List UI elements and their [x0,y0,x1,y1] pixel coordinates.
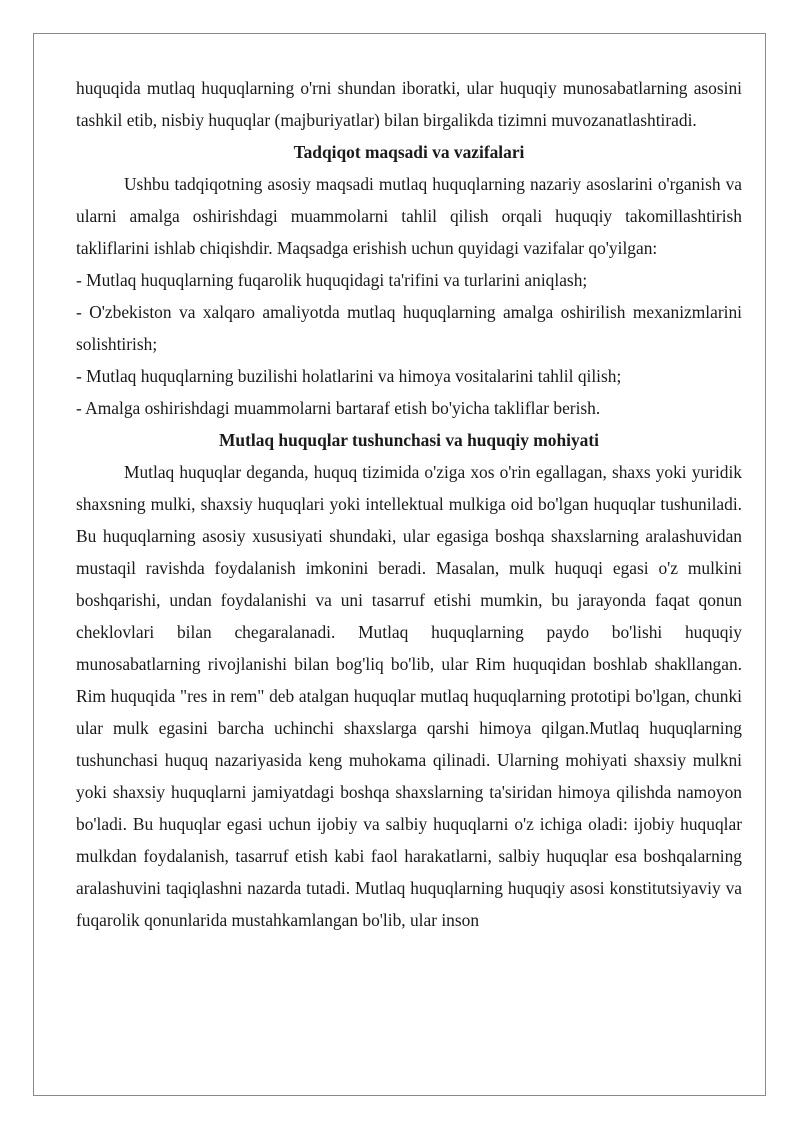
task-list [76,264,742,424]
section-heading-concept: Mutlaq huquqlar tushunchasi va huquqiy mohiyati [218,430,599,450]
goals-paragraph: Ushbu tadqiqotning asosiy maqsadi mutlaq huquqlarning nazariy asoslarini o'rganish va ularni amalga oshirishdagi muammolarni tahlil qilish orqali huquqiy takomillashtirish takliflarini ishlab chiqishdir. Maqsadga erishish uchun quyidagi vazifalar qo'yilgan: [76,174,742,258]
intro-paragraph: huquqida mutlaq huquqlarning o'rni shundan iboratki, ular huquqiy munosabatlarning asosini tashkil etib, nisbiy huquqlar (majburiyatlar) bilan birgalikda tizimni muvozanatlashtiradi. [76,78,742,130]
task-item: - O'zbekiston va xalqaro amaliyotda mutlaq huquqlarning amalga oshirilish mexanizmlarini solishtirish; [76,302,742,354]
task-item: - Amalga oshirishdagi muammolarni bartaraf etish bo'yicha takliflar berish. [76,398,601,418]
section-heading-goals: Tadqiqot maqsadi va vazifalari [293,142,525,162]
concept-paragraph: Mutlaq huquqlar deganda, huquq tizimida o'ziga xos o'rin egallagan, shaxs yoki yuridik shaxsning mulki, shaxsiy huquqlari yoki intellektual mulkiga oid bo'lgan huquqlar tushuniladi. Bu huquqlarning asosiy xususiyati shundaki, ular egasiga boshqa shaxslarning aralashuvidan mustaqil ravishda foydalanish imkonini beradi. Masalan, mulk huquqi egasi o'z mulkini boshqarishi, undan foydalanishi va uni tasarruf etishi mumkin, bu jarayonda faqat qonun cheklovlari bilan chegaralanadi. Mutlaq huquqlarning paydo bo'lishi huquqiy munosabatlarning rivojlanishi bilan bog'liq bo'lib, ular Rim huquqidan boshlab shakllangan. Rim huquqida "res in rem" deb atalgan huquqlar mutlaq huquqlarning prototipi bo'lgan, chunki ular mulk egasini barcha uchinchi shaxslarga qarshi himoya qilgan.Mutlaq huquqlarning tushunchasi huquq nazariyasida keng muhokama qilinadi. Ularning mohiyati shaxsiy mulkni yoki shaxsiy huquqlarni jamiyatdagi boshqa shaxslarning ta'siridan himoya qilishda namoyon bo'ladi. Bu huquqlar egasi uchun ijobiy va salbiy huquqlarni o'z ichiga oladi: ijobiy huquqlar mulkdan foydalanish, tasarruf etish kabi faol harakatlarni, salbiy huquqlar esa boshqalarning aralashuvini taqiqlashni nazarda tutadi. Mutlaq huquqlarning huquqiy asosi konstitutsiyaviy va fuqarolik qonunlarida mustahkamlangan bo'lib, ular inson [76,462,742,930]
task-item: - Mutlaq huquqlarning buzilishi holatlarini va himoya vositalarini tahlil qilish; [76,366,622,386]
task-item: - Mutlaq huquqlarning fuqarolik huquqidagi ta'rifini va turlarini aniqlash; [76,270,588,290]
document-body [76,72,742,936]
